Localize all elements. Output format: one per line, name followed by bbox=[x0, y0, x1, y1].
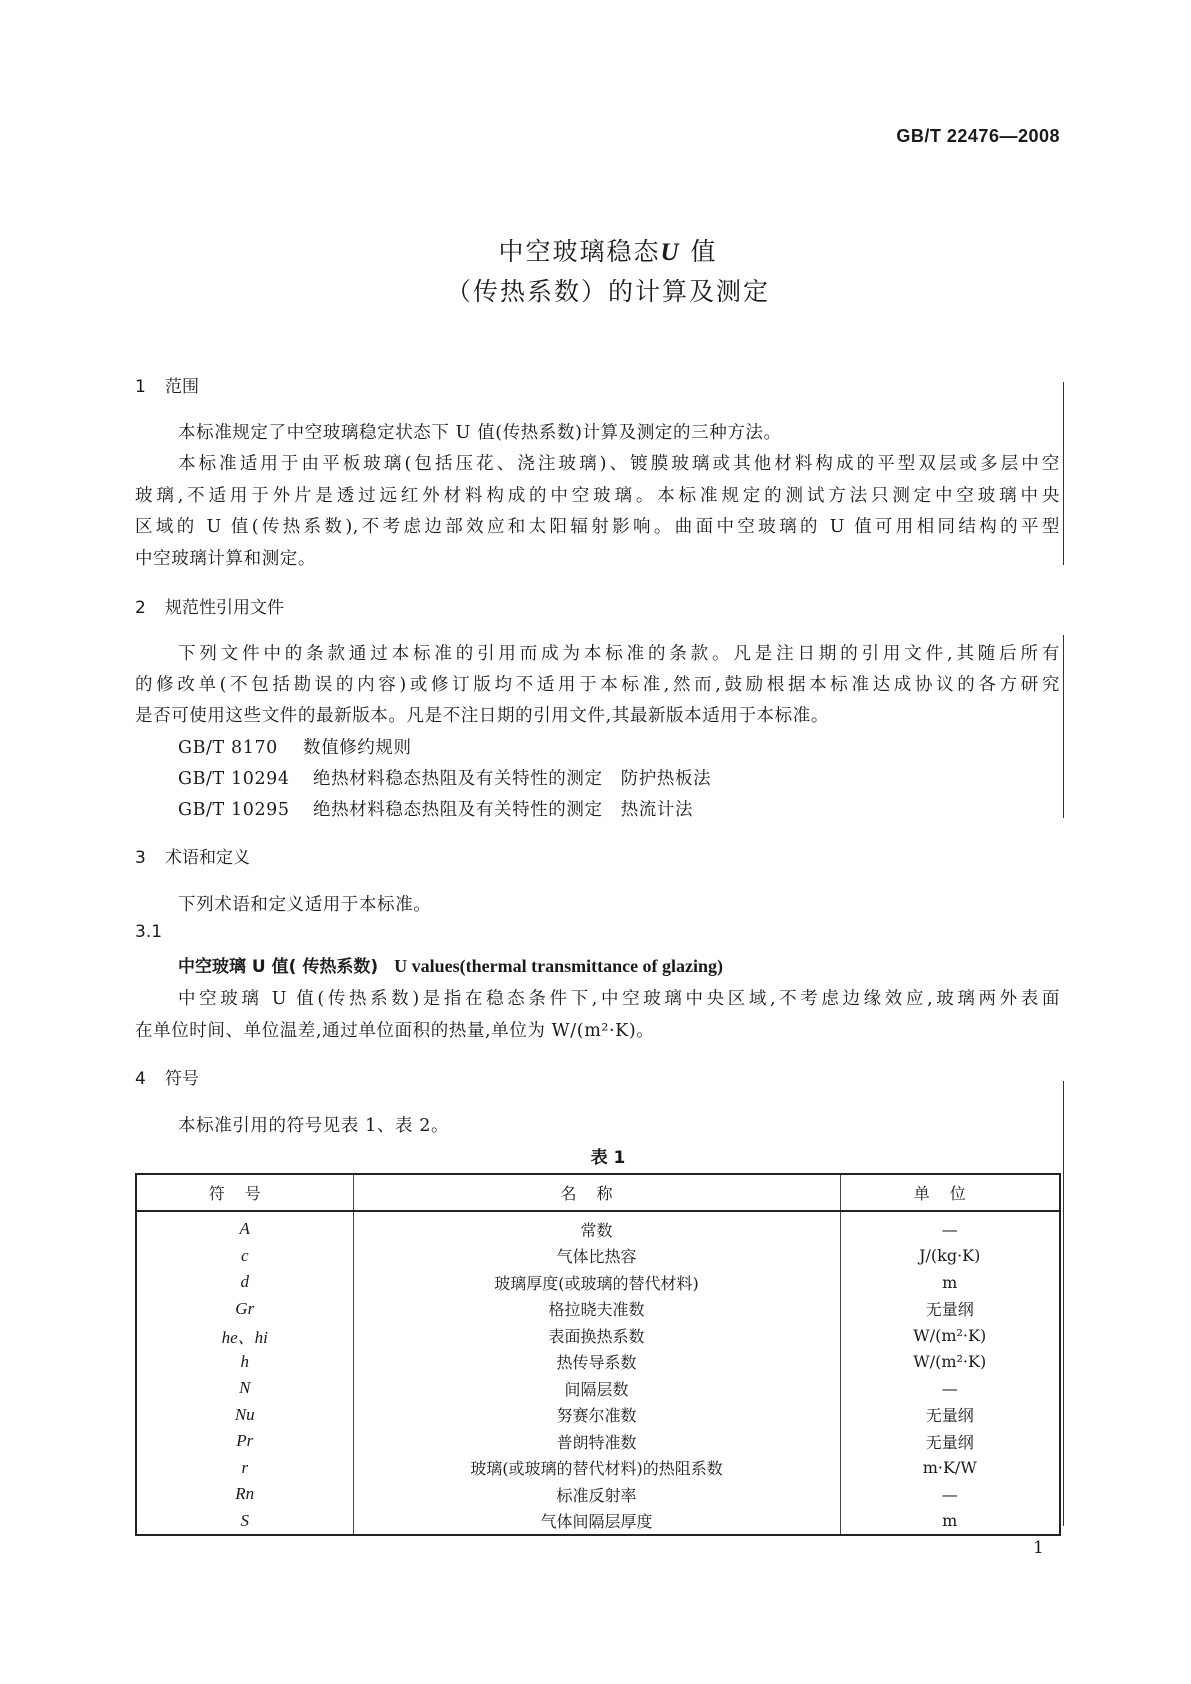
name-cell: 表面换热系数 bbox=[353, 1322, 840, 1349]
section-number: 4 bbox=[135, 1069, 146, 1089]
table-row bbox=[136, 1375, 1060, 1402]
term-heading bbox=[178, 952, 723, 977]
symbols-table bbox=[135, 1173, 1061, 1536]
section-heading bbox=[135, 593, 284, 618]
title-u: U bbox=[660, 239, 681, 266]
name-cell: 普朗特准数 bbox=[353, 1428, 840, 1455]
unit-cell: m bbox=[840, 1269, 1060, 1296]
title-text: 中空玻璃稳态 bbox=[498, 237, 661, 266]
section-number: 2 bbox=[135, 598, 146, 618]
column-header: 名称 bbox=[353, 1174, 840, 1211]
unit-cell: 无量纲 bbox=[840, 1428, 1060, 1455]
name-cell: 努赛尔准数 bbox=[353, 1402, 840, 1429]
name-cell: 气体比热容 bbox=[353, 1243, 840, 1270]
paragraph-line: 本标准引用的符号见表 1、表 2。 bbox=[178, 1116, 450, 1136]
doc-title-line1 bbox=[0, 232, 1191, 268]
table-row bbox=[136, 1269, 1060, 1296]
reference-item bbox=[178, 734, 412, 759]
table-row bbox=[136, 1402, 1060, 1429]
section-title: 规范性引用文件 bbox=[165, 598, 284, 618]
section-title: 术语和定义 bbox=[165, 848, 250, 868]
unit-cell: — bbox=[840, 1211, 1060, 1243]
section-title: 范围 bbox=[165, 377, 199, 397]
term-chinese: 中空玻璃 U 值( 传热系数) bbox=[178, 957, 379, 977]
name-cell: 热传导系数 bbox=[353, 1349, 840, 1376]
title-text: 值 bbox=[690, 237, 718, 266]
symbol-cell: Nu bbox=[234, 1404, 255, 1424]
section-number: 1 bbox=[135, 377, 146, 397]
paragraph-line: 区域的 U 值(传热系数),不考虑边部效应和太阳辐射影响。曲面中空玻璃的 U 值可用相同结构的平型 bbox=[135, 517, 1060, 537]
symbol-cell: he、hi bbox=[221, 1327, 268, 1347]
section-title: 符号 bbox=[165, 1069, 199, 1089]
name-cell: 常数 bbox=[353, 1211, 840, 1243]
symbol-cell: N bbox=[239, 1378, 251, 1398]
unit-cell: W/(m²·K) bbox=[840, 1322, 1060, 1349]
symbol-cell: Pr bbox=[236, 1431, 254, 1451]
name-cell: 格拉晓夫准数 bbox=[353, 1296, 840, 1323]
section-number: 3 bbox=[135, 848, 146, 868]
paragraph-line: 的修改单(不包括勘误的内容)或修订版均不适用于本标准,然而,鼓励根据本标准达成协议的各方研究 bbox=[135, 675, 1060, 695]
reference-title: 数值修约规则 bbox=[303, 738, 412, 758]
unit-cell: — bbox=[840, 1481, 1060, 1508]
table-title: 表 1 bbox=[590, 1148, 626, 1168]
paragraph-line: 在单位时间、单位温差,通过单位面积的热量,单位为 W/(m²·K)。 bbox=[135, 1021, 655, 1041]
change-bar bbox=[1063, 1081, 1064, 1526]
symbol-cell: S bbox=[240, 1510, 249, 1530]
name-cell: 气体间隔层厚度 bbox=[353, 1508, 840, 1536]
table-row bbox=[136, 1455, 1060, 1482]
reference-code: GB/T 8170 bbox=[178, 738, 278, 758]
table-header-row bbox=[136, 1174, 1060, 1211]
unit-cell: m·K/W bbox=[840, 1455, 1060, 1482]
unit-cell: — bbox=[840, 1375, 1060, 1402]
symbol-cell: d bbox=[240, 1272, 249, 1292]
column-header: 符号 bbox=[136, 1174, 353, 1211]
name-cell: 间隔层数 bbox=[353, 1375, 840, 1402]
table-row bbox=[136, 1508, 1060, 1536]
table-row bbox=[136, 1243, 1060, 1270]
section-heading bbox=[135, 843, 250, 868]
symbol-cell: h bbox=[240, 1351, 249, 1371]
unit-cell: 无量纲 bbox=[840, 1402, 1060, 1429]
paragraph-line: 本标准规定了中空玻璃稳定状态下 U 值(传热系数)计算及测定的三种方法。 bbox=[178, 423, 782, 443]
paragraph-line: 下列文件中的条款通过本标准的引用而成为本标准的条款。凡是注日期的引用文件,其随后所有 bbox=[178, 644, 1060, 664]
paragraph-line: 中空玻璃 U 值(传热系数)是指在稳态条件下,中空玻璃中央区域,不考虑边缘效应,玻璃两外表面 bbox=[178, 989, 1060, 1009]
paragraph-line: 是否可使用这些文件的最新版本。凡是不注日期的引用文件,其最新版本适用于本标准。 bbox=[135, 706, 829, 726]
name-cell: 玻璃厚度(或玻璃的替代材料) bbox=[353, 1269, 840, 1296]
table-row bbox=[136, 1322, 1060, 1349]
symbol-cell: A bbox=[239, 1219, 250, 1239]
reference-code: GB/T 10294 bbox=[178, 769, 290, 789]
column-header: 单位 bbox=[840, 1174, 1060, 1211]
change-bar bbox=[1063, 635, 1064, 818]
standard-number: GB/T 22476—2008 bbox=[896, 126, 1060, 146]
reference-item bbox=[178, 765, 711, 790]
unit-cell: J/(kg·K) bbox=[840, 1243, 1060, 1270]
term-english: U values(thermal transmittance of glazing) bbox=[394, 956, 724, 976]
unit-cell: 无量纲 bbox=[840, 1296, 1060, 1323]
unit-cell: m bbox=[840, 1508, 1060, 1536]
subsection-number: 3.1 bbox=[135, 922, 163, 942]
table-row bbox=[136, 1428, 1060, 1455]
paragraph-line: 玻璃,不适用于外片是透过远红外材料构成的中空玻璃。本标准规定的测试方法只测定中空玻璃中央 bbox=[135, 486, 1060, 506]
reference-item bbox=[178, 796, 693, 821]
reference-title: 绝热材料稳态热阻及有关特性的测定 热流计法 bbox=[313, 800, 694, 820]
table-row bbox=[136, 1481, 1060, 1508]
symbol-cell: c bbox=[240, 1245, 249, 1265]
doc-title-line2: （传热系数）的计算及测定 bbox=[445, 277, 770, 306]
name-cell: 玻璃(或玻璃的替代材料)的热阻系数 bbox=[353, 1455, 840, 1482]
section-heading bbox=[135, 372, 199, 397]
reference-code: GB/T 10295 bbox=[178, 800, 290, 820]
table-row bbox=[136, 1349, 1060, 1376]
symbol-cell: Gr bbox=[235, 1298, 255, 1318]
name-cell: 标准反射率 bbox=[353, 1481, 840, 1508]
symbol-cell: Rn bbox=[235, 1484, 255, 1504]
reference-title: 绝热材料稳态热阻及有关特性的测定 防护热板法 bbox=[313, 769, 712, 789]
change-bar bbox=[1063, 382, 1064, 565]
symbol-cell: r bbox=[241, 1457, 249, 1477]
section-heading bbox=[135, 1064, 199, 1089]
paragraph-line: 中空玻璃计算和测定。 bbox=[135, 549, 316, 569]
unit-cell: W/(m²·K) bbox=[840, 1349, 1060, 1376]
page-number: 1 bbox=[1033, 1538, 1044, 1558]
table-row bbox=[136, 1296, 1060, 1323]
paragraph-line: 下列术语和定义适用于本标准。 bbox=[178, 895, 432, 915]
table-row bbox=[136, 1211, 1060, 1243]
paragraph-line: 本标准适用于由平板玻璃(包括压花、浇注玻璃)、镀膜玻璃或其他材料构成的平型双层或多层中空 bbox=[178, 454, 1060, 474]
